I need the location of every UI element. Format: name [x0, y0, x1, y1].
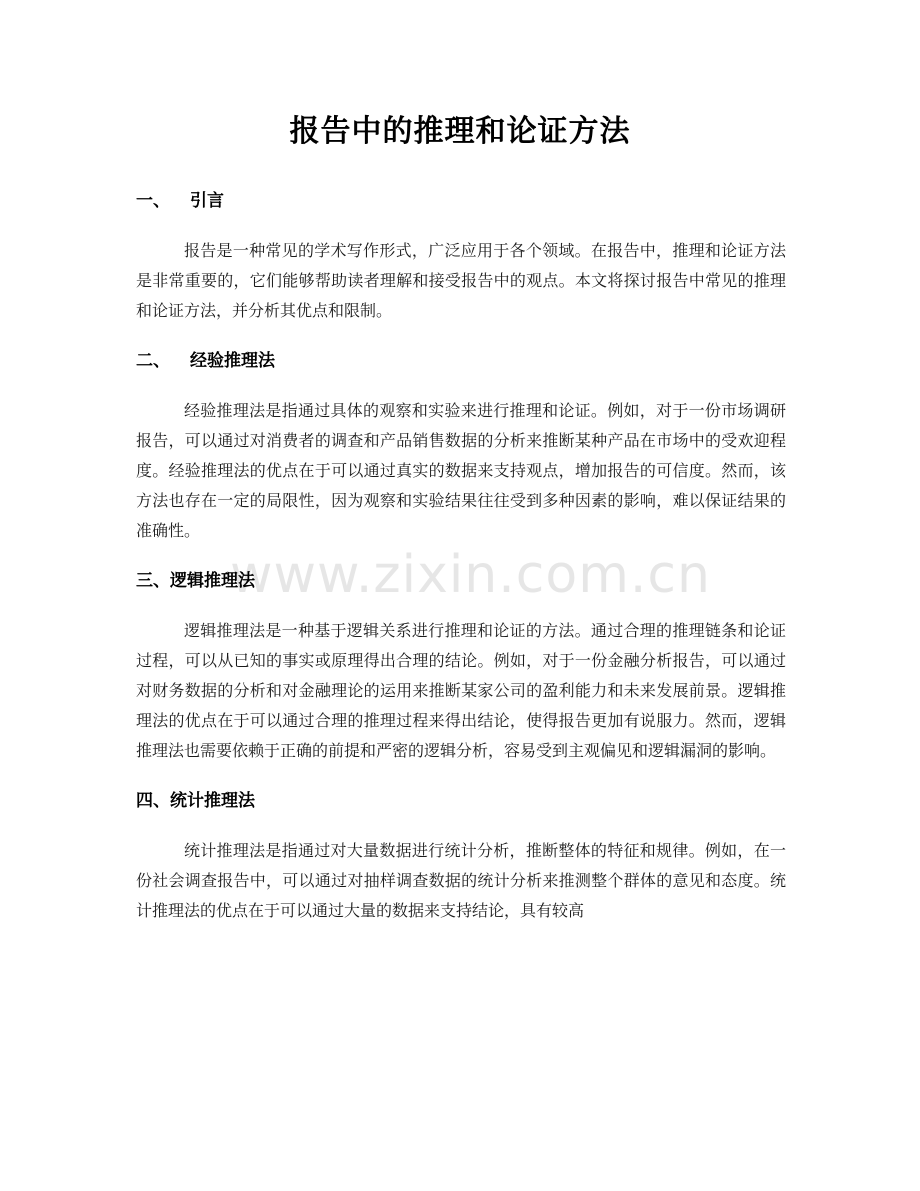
- section-logical-reasoning: [136, 566, 786, 766]
- section-number: 四、: [136, 791, 170, 811]
- section-heading-text: 经验推理法: [190, 351, 275, 371]
- section-paragraph: 统计推理法是指通过对大量数据进行统计分析，推断整体的特征和规律。例如，在一份社会调查报告中，可以通过对抽样调查数据的统计分析来推测整个群体的意见和态度。统计推理法的优点在于可以通过大量的数据来支持结论，具有较高: [136, 841, 786, 920]
- section-paragraph: 逻辑推理法是一种基于逻辑关系进行推理和论证的方法。通过合理的推理链条和论证过程，可以从已知的事实或原理得出合理的结论。例如，对于一份金融分析报告，可以通过对财务数据的分析和对金融理论的运用来推断某家公司的盈利能力和未来发展前景。逻辑推理法的优点在于可以通过合理的推理过程来得出结论，使得报告更加有说服力。然而，逻辑推理法也需要依赖于正确的前提和严密的逻辑分析，容易受到主观偏见和逻辑漏洞的影响。: [136, 621, 786, 760]
- section-statistical-reasoning: [136, 786, 786, 926]
- section-heading-text: 逻辑推理法: [170, 571, 255, 591]
- section-heading-text: 统计推理法: [170, 791, 255, 811]
- section-heading: [136, 786, 786, 816]
- document-body: [136, 186, 786, 946]
- section-empirical-reasoning: [136, 346, 786, 546]
- section-number: 二、: [136, 351, 170, 371]
- section-paragraph: 报告是一种常见的学术写作形式，广泛应用于各个领域。在报告中，推理和论证方法是非常重要的，它们能够帮助读者理解和接受报告中的观点。本文将探讨报告中常见的推理和论证方法，并分析其优点和限制。: [136, 241, 786, 320]
- section-number: 三、: [136, 571, 170, 591]
- section-number: 一、: [136, 191, 170, 211]
- section-heading: [136, 186, 786, 216]
- watermark: www.zixin.com.cn: [230, 545, 711, 605]
- section-heading: [136, 566, 786, 596]
- section-heading-text: 引言: [190, 191, 224, 211]
- section-heading: [136, 346, 786, 376]
- section-introduction: [136, 186, 786, 326]
- document-title: 报告中的推理和论证方法: [289, 114, 631, 149]
- section-paragraph: 经验推理法是指通过具体的观察和实验来进行推理和论证。例如，对于一份市场调研报告，可以通过对消费者的调查和产品销售数据的分析来推断某种产品在市场中的受欢迎程度。经验推理法的优点在于可以通过真实的数据来支持观点，增加报告的可信度。然而，该方法也存在一定的局限性，因为观察和实验结果往往受到多种因素的影响，难以保证结果的准确性。: [136, 401, 786, 540]
